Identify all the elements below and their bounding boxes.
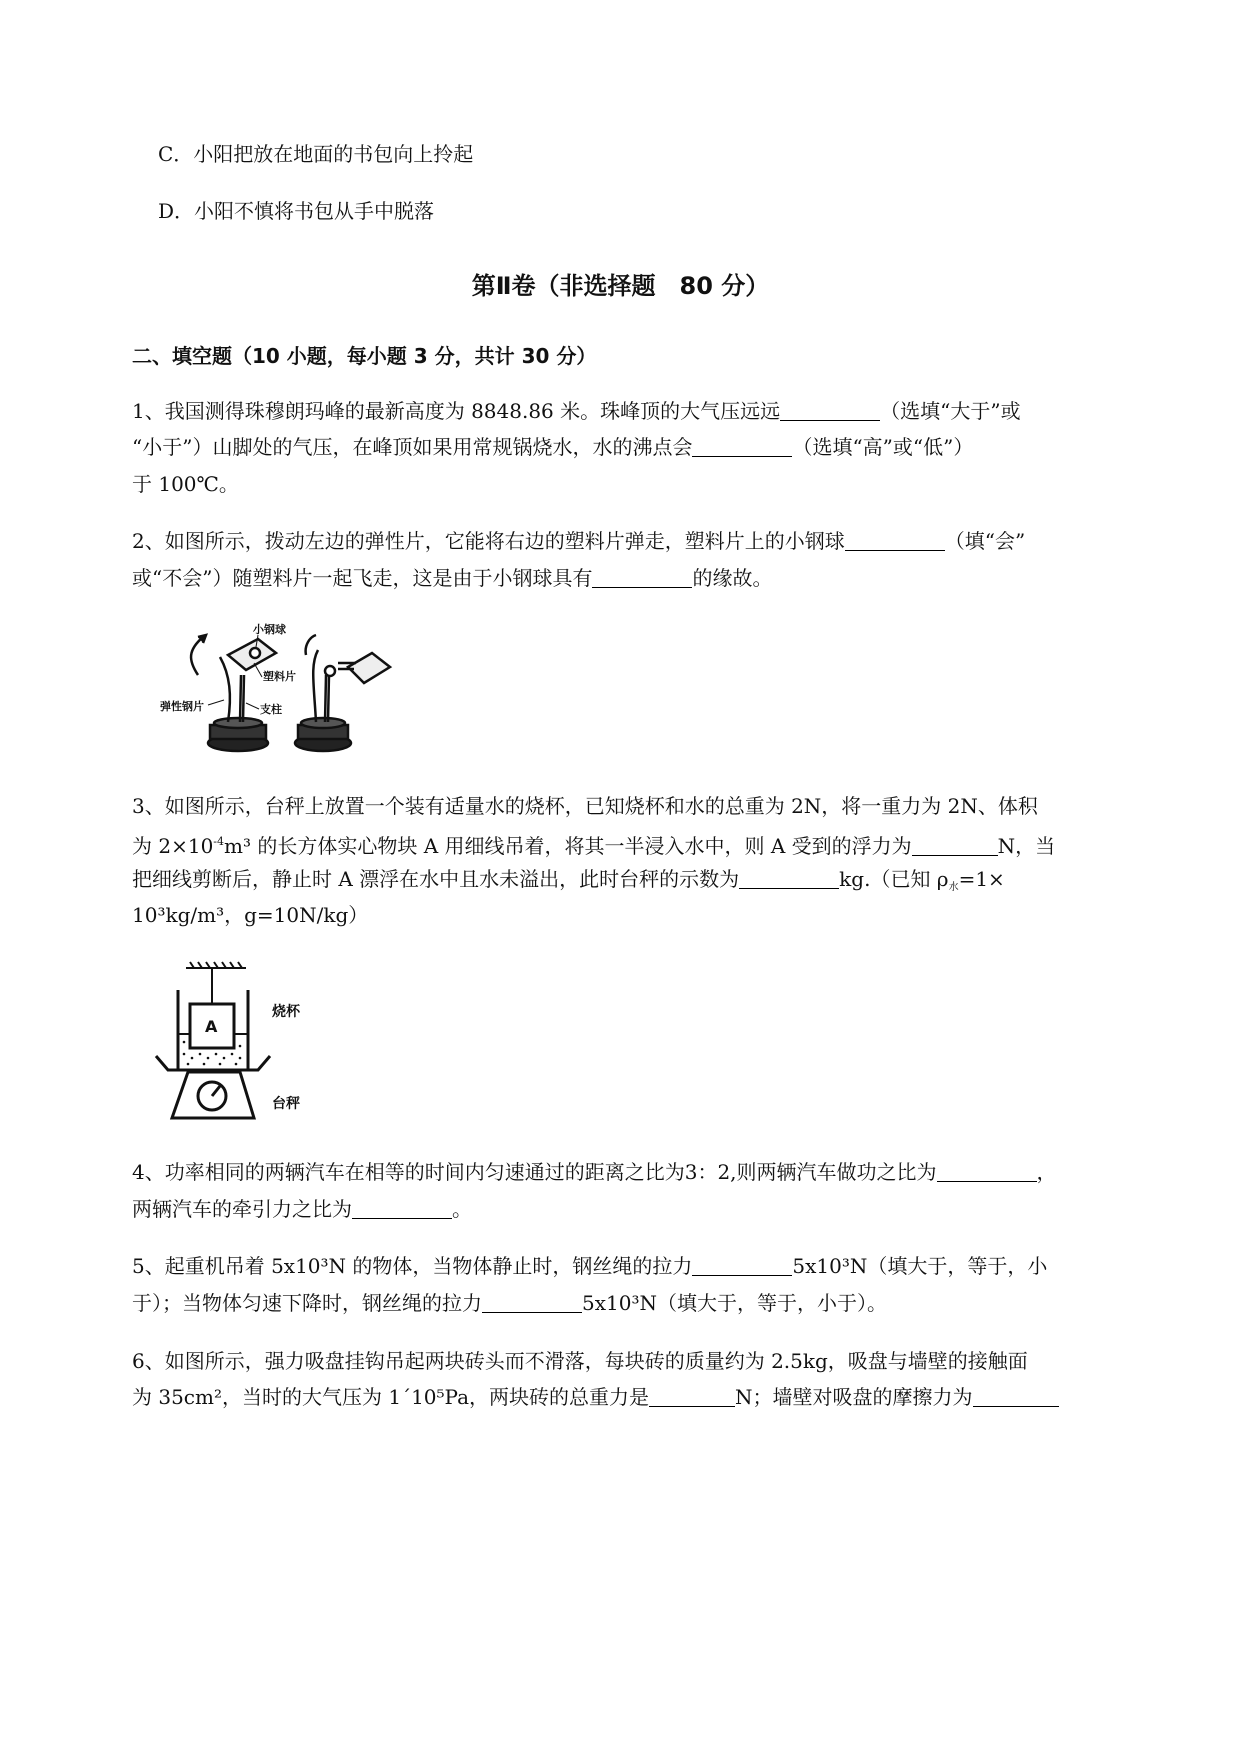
block-a-label: A	[205, 1017, 218, 1036]
q5-text: 5x10³N（填大于，等于，小	[792, 1254, 1048, 1278]
q1-text: “小于”）山脚处的气压，在峰顶如果用常规锅烧水，水的沸点会	[132, 435, 693, 459]
answer-blank[interactable]	[739, 868, 839, 889]
option-d: D．小阳不慎将书包从手中脱落	[158, 199, 435, 223]
left-apparatus	[191, 635, 276, 751]
q6-text: 6、如图所示，强力吸盘挂钩吊起两块砖头而不滑落，每块砖的质量约为 2.5kg，吸盘与墙壁的接触面	[132, 1349, 1028, 1373]
label-plastic: 塑料片	[263, 670, 296, 683]
answer-blank[interactable]	[692, 436, 792, 457]
q3-text: 为 2×10	[132, 834, 214, 858]
q2-text: 或“不会”）随塑料片一起飞走，这是由于小钢球具有	[132, 566, 593, 590]
answer-blank[interactable]	[780, 400, 880, 421]
q1-text: 1、我国测得珠穆朗玛峰的最新高度为 8848.86 米。珠峰顶的大气压远远	[132, 399, 781, 423]
label-beaker: 烧杯	[272, 1004, 300, 1020]
q3-subscript: 水	[948, 882, 959, 893]
scale	[156, 1056, 270, 1118]
q3-text: =1×	[958, 867, 1005, 891]
answer-blank[interactable]	[482, 1292, 582, 1313]
q3-text: kg.（已知 ρ	[839, 867, 949, 891]
answer-blank[interactable]	[592, 567, 692, 588]
q3-text: N，当	[997, 834, 1056, 858]
q3-text: m³ 的长方体实心物块 A 用细线吊着，将其一半浸入水中，则 A 受到的浮力为	[224, 834, 912, 858]
answer-blank[interactable]	[973, 1386, 1059, 1407]
q5-text: 5、起重机吊着 5x10³N 的物体，当物体静止时，钢丝绳的拉力	[132, 1254, 693, 1278]
q4-text: 两辆汽车的牵引力之比为	[132, 1197, 352, 1221]
q3-exponent: -4	[213, 835, 225, 848]
q4-text: 。	[452, 1197, 472, 1221]
q2-text: 2、如图所示，拨动左边的弹性片，它能将右边的塑料片弹走，塑料片上的小钢球	[132, 529, 845, 553]
q5-text: 5x10³N（填大于，等于，小于）。	[582, 1291, 887, 1315]
label-post: 支柱	[260, 703, 282, 716]
answer-blank[interactable]	[912, 835, 998, 856]
q6-text: 为 35cm²，当时的大气压为 1´10⁵Pa，两块砖的总重力是	[132, 1385, 650, 1409]
q4-text: 4、功率相同的两辆汽车在相等的时间内匀速通过的距离之比为3：2,则两辆汽车做功之比为	[132, 1160, 937, 1184]
q3-scale-figure	[150, 960, 350, 1125]
answer-blank[interactable]	[937, 1161, 1037, 1182]
right-apparatus	[295, 635, 390, 751]
q2-text: （填“会”	[944, 529, 1026, 553]
q4-text: ，	[1036, 1160, 1057, 1184]
q3-text: 把细线剪断后，静止时 A 漂浮在水中且水未溢出，此时台秤的示数为	[132, 867, 740, 891]
answer-blank[interactable]	[845, 530, 945, 551]
q2-text: 的缘故。	[692, 566, 773, 590]
label-ball: 小钢球	[253, 623, 286, 636]
q3-text: 3、如图所示，台秤上放置一个装有适量水的烧杯，已知烧杯和水的总重为 2N，将一重力为 2N、体积	[132, 794, 1038, 818]
q1-text: （选填“高”或“低”）	[792, 435, 974, 459]
part2-title: 第Ⅱ卷（非选择题 80 分）	[471, 272, 770, 300]
answer-blank[interactable]	[649, 1386, 735, 1407]
q3-text: 10³kg/m³，g=10N/kg）	[132, 903, 369, 927]
q5-text: 于）；当物体匀速下降时，钢丝绳的拉力	[132, 1291, 482, 1315]
section-title: 二、填空题（10 小题，每小题 3 分，共计 30 分）	[132, 344, 597, 368]
answer-blank[interactable]	[352, 1198, 452, 1219]
ceiling-mount	[186, 962, 246, 1004]
q6-text: N；墙壁对吸盘的摩擦力为	[735, 1385, 973, 1409]
option-c: C．小阳把放在地面的书包向上拎起	[158, 142, 474, 166]
answer-blank[interactable]	[692, 1255, 792, 1276]
label-spring: 弹性钢片	[160, 700, 204, 713]
label-scale: 台秤	[272, 1096, 300, 1112]
q1-text: 于 100℃。	[132, 472, 239, 496]
q2-spring-figure	[158, 615, 408, 760]
q1-text: （选填“大于”或	[880, 399, 1021, 423]
